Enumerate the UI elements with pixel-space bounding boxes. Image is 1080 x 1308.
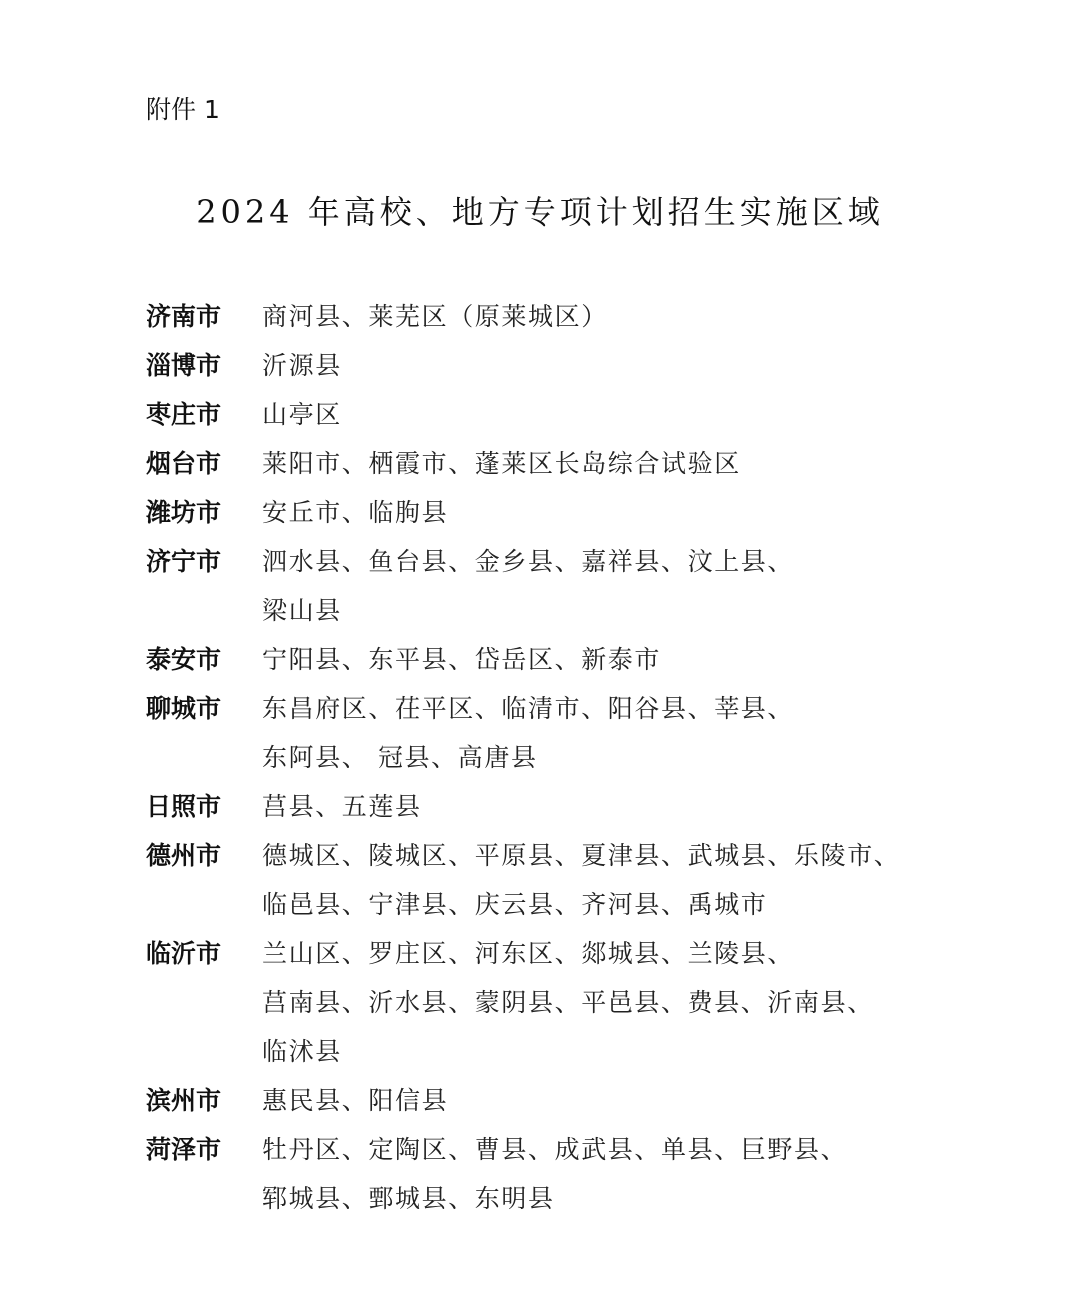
city-name: 聊城市	[146, 694, 222, 723]
county-list	[262, 831, 966, 929]
city-name: 泰安市	[146, 645, 222, 674]
region-row	[146, 929, 966, 1076]
county-line: 牡丹区、定陶区、曹县、成武县、单县、巨野县、	[262, 1135, 848, 1164]
county-list	[262, 1076, 966, 1125]
region-row	[146, 782, 966, 831]
region-row	[146, 488, 966, 537]
county-line: 宁阳县、东平县、岱岳区、新泰市	[262, 645, 662, 674]
city-name: 日照市	[146, 792, 222, 821]
county-list	[262, 684, 966, 782]
city-name: 菏泽市	[146, 1135, 222, 1164]
region-row	[146, 292, 966, 341]
county-line: 临邑县、宁津县、庆云县、齐河县、禹城市	[262, 890, 768, 919]
county-list	[262, 929, 966, 1076]
city-name: 潍坊市	[146, 498, 222, 527]
county-line: 沂源县	[262, 351, 342, 380]
county-line: 兰山区、罗庄区、河东区、郯城县、兰陵县、	[262, 939, 795, 968]
region-row	[146, 684, 966, 782]
county-line: 临沭县	[262, 1037, 342, 1066]
region-row	[146, 1076, 966, 1125]
county-line: 德城区、陵城区、平原县、夏津县、武城县、乐陵市、	[262, 841, 901, 870]
region-row	[146, 1125, 966, 1223]
county-list	[262, 635, 966, 684]
county-line: 惠民县、阳信县	[262, 1086, 449, 1115]
county-list	[262, 782, 966, 831]
county-line: 安丘市、临朐县	[262, 498, 449, 527]
document-title: 2024 年高校、地方专项计划招生实施区域	[196, 193, 884, 231]
city-name: 枣庄市	[146, 400, 222, 429]
region-row	[146, 341, 966, 390]
county-list	[262, 390, 966, 439]
region-row	[146, 439, 966, 488]
county-line: 泗水县、鱼台县、金乡县、嘉祥县、汶上县、	[262, 547, 795, 576]
county-list	[262, 341, 966, 390]
county-line: 东昌府区、茌平区、临清市、阳谷县、莘县、	[262, 694, 795, 723]
county-line: 莒县、五莲县	[262, 792, 422, 821]
county-line: 商河县、莱芜区（原莱城区）	[262, 302, 608, 331]
county-line: 莒南县、沂水县、蒙阴县、平邑县、费县、沂南县、	[262, 988, 874, 1017]
attachment-label: 附件 1	[146, 95, 220, 124]
region-row	[146, 390, 966, 439]
city-name: 滨州市	[146, 1086, 222, 1115]
city-name: 济南市	[146, 302, 222, 331]
city-name: 烟台市	[146, 449, 222, 478]
county-line: 莱阳市、栖霞市、蓬莱区长岛综合试验区	[262, 449, 741, 478]
county-line: 山亭区	[262, 400, 342, 429]
county-list	[262, 292, 966, 341]
city-name: 淄博市	[146, 351, 222, 380]
city-name: 临沂市	[146, 939, 222, 968]
county-list	[262, 537, 966, 635]
county-line: 东阿县、 冠县、高唐县	[262, 743, 538, 772]
county-list	[262, 1125, 966, 1223]
region-row	[146, 635, 966, 684]
city-name: 济宁市	[146, 547, 222, 576]
region-row	[146, 537, 966, 635]
county-line: 郓城县、鄄城县、东明县	[262, 1184, 555, 1213]
region-list	[146, 292, 966, 1223]
county-list	[262, 488, 966, 537]
county-line: 梁山县	[262, 596, 342, 625]
region-row	[146, 831, 966, 929]
city-name: 德州市	[146, 841, 222, 870]
county-list	[262, 439, 966, 488]
